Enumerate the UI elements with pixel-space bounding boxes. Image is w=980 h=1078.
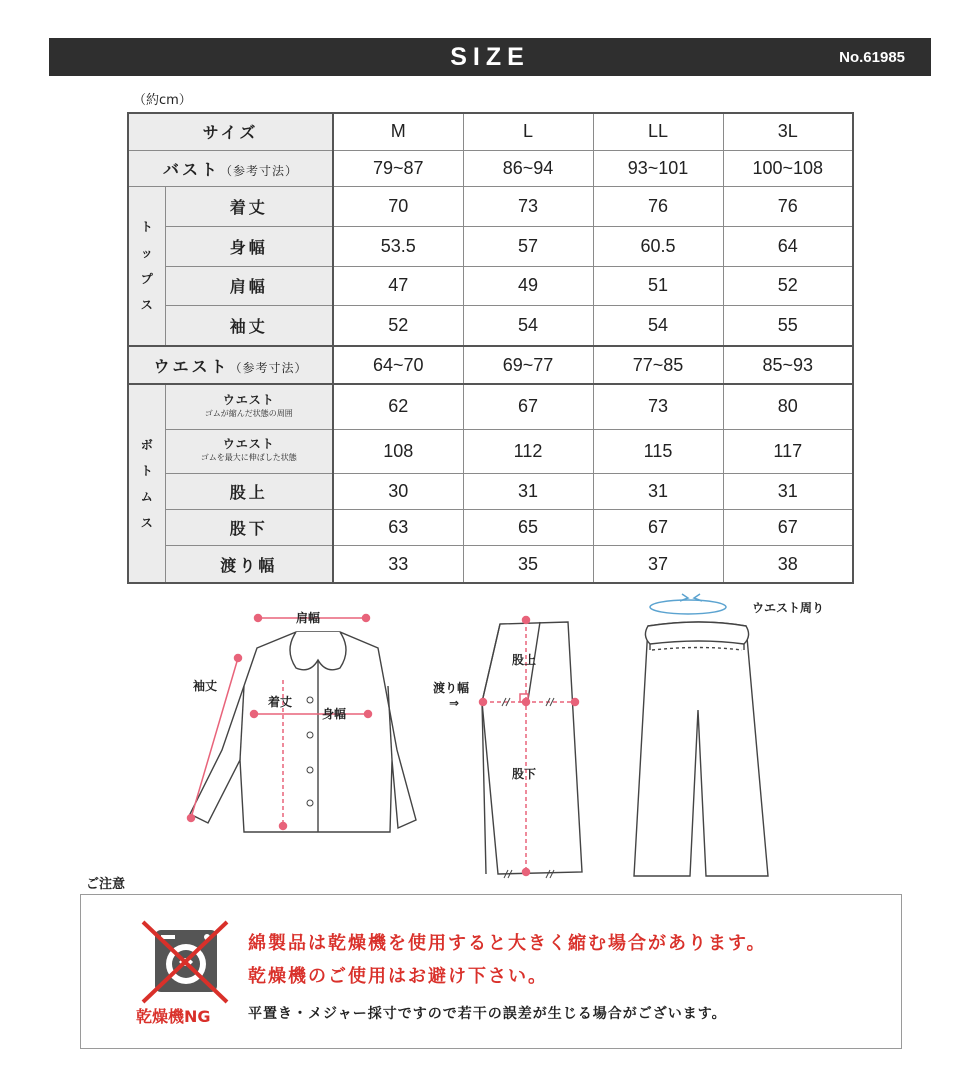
shirt-illustration [190,632,416,832]
size-ll: LL [593,113,723,150]
bottoms-value: 30 [333,473,463,509]
bottoms-value: 62 [333,384,463,429]
tops-row-shoulder [128,266,853,306]
group-label-char: ト [140,463,153,478]
thigh-arrow: ⇒ [449,696,460,710]
waist-ref-label [128,346,333,384]
bottoms-value: 37 [593,546,723,583]
bottoms-value: 112 [463,429,593,473]
bottoms-value: 67 [723,509,853,545]
page-title: SIZE [450,43,530,71]
tops-value: 57 [463,226,593,266]
tops-value: 51 [593,266,723,306]
notice-line-2: 乾燥機のご使用はお避け下さい。 [248,966,548,987]
tops-row-label: 身幅 [165,226,333,266]
pants-front-illustration [634,622,768,876]
tops-value: 76 [593,187,723,227]
waist-ref-row [128,346,853,384]
bottoms-row-label: 渡り幅 [165,546,333,583]
label-length: 着丈 [268,695,293,709]
label-shoulder: 肩幅 [296,611,321,625]
bottoms-value: 117 [723,429,853,473]
title-banner [49,38,931,76]
tops-value: 76 [723,187,853,227]
waist-ref-label-sub: （参考寸法） [229,360,308,375]
tops-value: 64 [723,226,853,266]
measurement-diagram [0,590,980,890]
group-label-char: ス [140,515,153,530]
size-table [127,112,854,584]
size-label: サイズ [128,113,333,150]
tops-value: 60.5 [593,226,723,266]
size-3l: 3L [723,113,853,150]
bottoms-value: 31 [723,473,853,509]
size-header-row [128,113,853,150]
bust-label [128,150,333,186]
tops-row-length [128,187,853,227]
bottoms-value: 31 [593,473,723,509]
waist-around-icon [650,594,726,614]
bottoms-value: 73 [593,384,723,429]
size-l: L [463,113,593,150]
tops-value: 52 [723,266,853,306]
bottoms-value: 67 [593,509,723,545]
group-label-char: ム [140,489,153,504]
unit-note: （約cm） [133,93,192,108]
bottoms-value: 38 [723,546,853,583]
group-label-char: ス [140,298,153,313]
dryer-ng-label: 乾燥機NG [136,1007,211,1026]
group-label-char: プ [140,272,153,287]
tops-value: 70 [333,187,463,227]
tops-value: 54 [593,306,723,347]
size-m: M [333,113,463,150]
waist-ref-label-main: ウエスト [153,356,230,376]
label-sleeve: 袖丈 [193,679,218,693]
label-thigh: 渡り幅 [433,681,470,695]
group-label-char: ッ [140,246,153,261]
waist-ref-value: 77~85 [593,346,723,384]
bottoms-value: 115 [593,429,723,473]
bottoms-value: 65 [463,509,593,545]
bottoms-row-label: 股下 [165,509,333,545]
bust-label-sub: （参考寸法） [220,163,299,178]
tops-row-label: 肩幅 [165,266,333,306]
notice-line-1: 綿製品は乾燥機を使用すると大きく縮む場合があります。 [248,933,767,954]
group-label-char: ボ [140,437,153,452]
bottoms-group-label [128,384,165,583]
waist-ref-value: 69~77 [463,346,593,384]
label-body-width: 身幅 [322,707,347,721]
bottoms-row-label-sub: ゴムを最大に伸ばした状態 [200,453,297,463]
tops-value: 47 [333,266,463,306]
bottoms-value: 108 [333,429,463,473]
bottoms-row-label-main: ウエスト [222,392,275,407]
bottoms-group-text [129,432,165,536]
label-waist-around: ウエスト周り [752,601,825,615]
bust-label-main: バスト [162,159,220,179]
bust-value: 79~87 [333,150,463,186]
waist-ref-value: 85~93 [723,346,853,384]
bottoms-row-thigh [128,546,853,583]
label-rise: 股上 [512,653,537,667]
bottoms-value: 80 [723,384,853,429]
bottoms-row-waist-stretched [128,429,853,473]
bottoms-row-rise [128,473,853,509]
bottoms-row-inseam [128,509,853,545]
tops-value: 54 [463,306,593,347]
bottoms-value: 63 [333,509,463,545]
bottoms-value: 31 [463,473,593,509]
bottoms-row-label [165,429,333,473]
tops-value: 53.5 [333,226,463,266]
tops-value: 55 [723,306,853,347]
bottoms-value: 33 [333,546,463,583]
bottoms-value: 35 [463,546,593,583]
tops-group-text [129,214,165,318]
notice-line-3: 平置き・メジャー採寸ですので若干の誤差が生じる場合がございます。 [248,1006,727,1022]
tops-row-label: 着丈 [165,187,333,227]
bust-value: 93~101 [593,150,723,186]
group-label-char: ト [140,220,153,235]
tops-row-label: 袖丈 [165,306,333,347]
tops-value: 52 [333,306,463,347]
product-number: No.61985 [839,49,905,66]
tops-value: 49 [463,266,593,306]
bottoms-value: 67 [463,384,593,429]
tops-row-sleeve [128,306,853,347]
bust-value: 86~94 [463,150,593,186]
waist-ref-value: 64~70 [333,346,463,384]
bottoms-row-label [165,384,333,429]
tops-group-label [128,187,165,347]
notes-title: ご注意 [86,877,126,892]
label-inseam: 股下 [512,767,537,781]
tops-value: 73 [463,187,593,227]
bottoms-row-label: 股上 [165,473,333,509]
bottoms-row-label-main: ウエスト [222,437,275,452]
bust-value: 100~108 [723,150,853,186]
bottoms-row-waist-relaxed [128,384,853,429]
bottoms-row-label-sub: ゴムが縮んだ状態の周囲 [204,408,293,418]
bust-row [128,150,853,186]
tops-row-body-width [128,226,853,266]
